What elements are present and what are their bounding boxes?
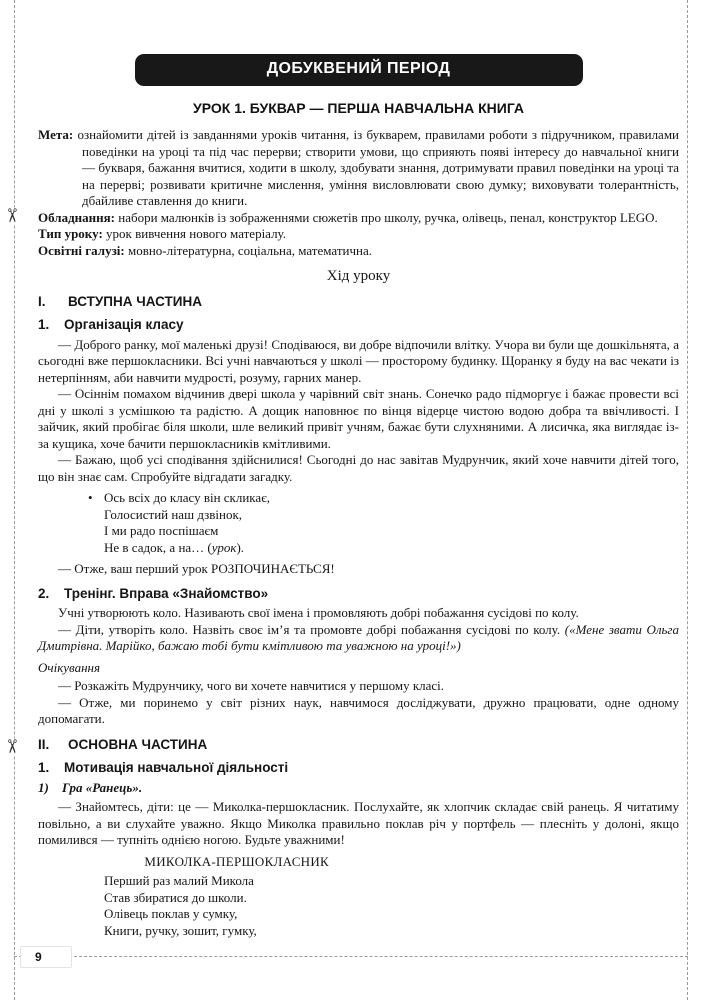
paragraph: — Отже, ми поринемо у світ різних наук, навчимося досліджувати, дружно працювати, одне одному допомагати. bbox=[38, 694, 679, 726]
equipment-text: набори малюнків із зображеннями сюжетів про школу, ручка, олівець, пенал, конструктор LEGO. bbox=[118, 209, 658, 225]
paragraph: — Знайомтесь, діти: це — Миколка-першокласник. Послухайте, як хлопчик складає свій ранець. Я читатиму повільно, а ви слухайте уважно. Якщо Миколка правильно поклав річ у портфель — плесніть у долоні, якщо помилився — тупніть однією ногою. Будьте уважними! bbox=[38, 799, 679, 847]
riddle-text: Ось всіх до класу він скликає, bbox=[104, 490, 271, 505]
poem-line: Книги, ручку, зошит, гумку, bbox=[104, 922, 257, 938]
cut-line-bottom bbox=[14, 956, 688, 957]
subsection-heading-training bbox=[38, 586, 679, 603]
paragraph-example-italic: («Мене звати Ольга Дмитрівна. Марійко, бажаю тобі бути кмітливою та уважною на уроці!») bbox=[38, 621, 680, 653]
page-content bbox=[38, 54, 679, 939]
paragraph: — Отже, ваш перший урок РОЗПОЧИНАЄТЬСЯ! bbox=[58, 561, 335, 576]
riddle-line: І ми радо поспішаєм bbox=[104, 523, 219, 538]
meta-paragraph bbox=[38, 127, 679, 210]
game-title: Гра «Ранець». bbox=[62, 779, 143, 795]
subsection-number: 1. bbox=[38, 760, 50, 775]
edu-fields-text: мовно-літературна, соціальна, математична. bbox=[127, 242, 372, 258]
expectations-heading: Очікування bbox=[38, 659, 101, 675]
section-heading-main bbox=[38, 737, 679, 754]
section-banner: ДОБУКВЕНИЙ ПЕРІОД bbox=[135, 54, 583, 86]
scissors-icon: ✂ bbox=[0, 207, 22, 224]
riddle-line: Голосистий наш дзвінок, bbox=[104, 506, 243, 522]
paragraph bbox=[38, 622, 679, 655]
poem-block bbox=[104, 873, 679, 939]
lesson-type-label: Тип уроку: bbox=[38, 226, 103, 241]
paragraph: Учні утворюють коло. Називають свої імена і промовляють добрі побажання сусідові по колу. bbox=[58, 605, 579, 620]
subsection-number: 1. bbox=[38, 317, 50, 332]
paragraph: — Розкажіть Мудрунчику, чого ви хочете навчитися у першому класі. bbox=[58, 678, 445, 693]
section-title: ОСНОВНА ЧАСТИНА bbox=[68, 736, 208, 752]
edu-fields-paragraph bbox=[38, 243, 679, 260]
lesson-type-text: урок вивчення нового матеріалу. bbox=[106, 226, 287, 241]
riddle-block bbox=[88, 490, 679, 556]
meta-label: Мета: bbox=[38, 127, 74, 142]
subsection-number: 2. bbox=[38, 585, 50, 601]
paragraph-text: — Діти, утворіть коло. Назвіть своє ім’я та промовте добрі побажання сусідові по колу. bbox=[58, 621, 561, 637]
paragraph: — Доброго ранку, мої маленькі друзі! Сподіваюся, ви добре відпочили влітку. Учора ви були ще дошкільнята, а сьогодні вже першокласники. Всі учні навчаються у школі — просторому будинку. Щоранку я буду на вас чекати із нетерпінням, аби навчити мудрості, розуму, гарних манер. bbox=[38, 336, 679, 385]
poem-title: МИКОЛКА-ПЕРШОКЛАСНИК bbox=[144, 853, 330, 869]
riddle-line bbox=[88, 490, 679, 507]
scissors-icon: ✂ bbox=[0, 738, 22, 755]
subsection-title: Мотивація навчальної діяльності bbox=[64, 760, 289, 775]
page-number: 9 bbox=[20, 946, 72, 968]
game-number: 1) bbox=[38, 779, 49, 795]
riddle-text: ). bbox=[236, 539, 245, 555]
section-title: ВСТУПНА ЧАСТИНА bbox=[68, 293, 203, 309]
poem-line: Перший раз малий Микола bbox=[104, 873, 254, 888]
edu-fields-label: Освітні галузі: bbox=[38, 242, 125, 258]
section-number: II. bbox=[38, 736, 50, 752]
lesson-type-paragraph bbox=[38, 226, 679, 243]
paragraph: — Бажаю, щоб усі сподівання здійснилися! Сьогодні до нас завітав Мудрунчик, який хоче навчити дітей того, що він знає сам. Спробуйте відгадати загадку. bbox=[38, 452, 679, 484]
game-heading bbox=[38, 780, 679, 797]
poem-line: Став збиратися до школи. bbox=[104, 889, 247, 905]
section-number: I. bbox=[38, 293, 46, 309]
riddle-answer: урок bbox=[211, 539, 237, 555]
section-heading-intro bbox=[38, 294, 679, 311]
subsection-heading-organization bbox=[38, 317, 679, 334]
bullet-icon: • bbox=[88, 490, 93, 505]
cut-line-left bbox=[14, 0, 15, 1000]
lesson-title: УРОК 1. БУКВАР — ПЕРША НАВЧАЛЬНА КНИГА bbox=[193, 99, 524, 116]
cut-line-right bbox=[687, 0, 688, 1000]
equipment-label: Обладнання: bbox=[38, 209, 115, 225]
paragraph: — Осіннім помахом відчинив двері школа у чарівний світ знань. Сонечко радо підморгує і бажає провести всі дні у школі з усмішкою та радістю. А дощик наповнює по вінця відерце чистою водою добра та ввічливості. І зайчик, який пробігає біля школи, шле великий привіт учням, бажає бути слухняними. А лисичка, яка виглядає із-за кущика, хоче бачити першокласників кмітливими. bbox=[38, 386, 679, 451]
course-heading: Хід уроку bbox=[326, 268, 391, 284]
riddle-text: Не в садок, а на… ( bbox=[104, 539, 212, 555]
equipment-paragraph bbox=[38, 210, 679, 227]
poem-line: Олівець поклав у сумку, bbox=[104, 906, 238, 921]
subsection-heading-motivation bbox=[38, 760, 679, 777]
meta-text: ознайомити дітей із завданнями уроків читання, із букварем, правилами роботи з підручником, правилами поведінки на уроці та під час перерви; створити умови, що сприяють появі інтересу до навчальної книги — букваря, бажання вчитися, ходити в школу, здобувати знання, дотримувати правил поведінки на уроці та на перерві; розвивати критичне мислення, уміння висловлювати свою думку; виховувати толерантність, дбайливе ставлення до книги. bbox=[77, 127, 680, 208]
riddle-line bbox=[104, 540, 679, 557]
subsection-title: Організація класу bbox=[64, 317, 184, 332]
subsection-title: Тренінг. Вправа «Знайомство» bbox=[64, 585, 269, 601]
